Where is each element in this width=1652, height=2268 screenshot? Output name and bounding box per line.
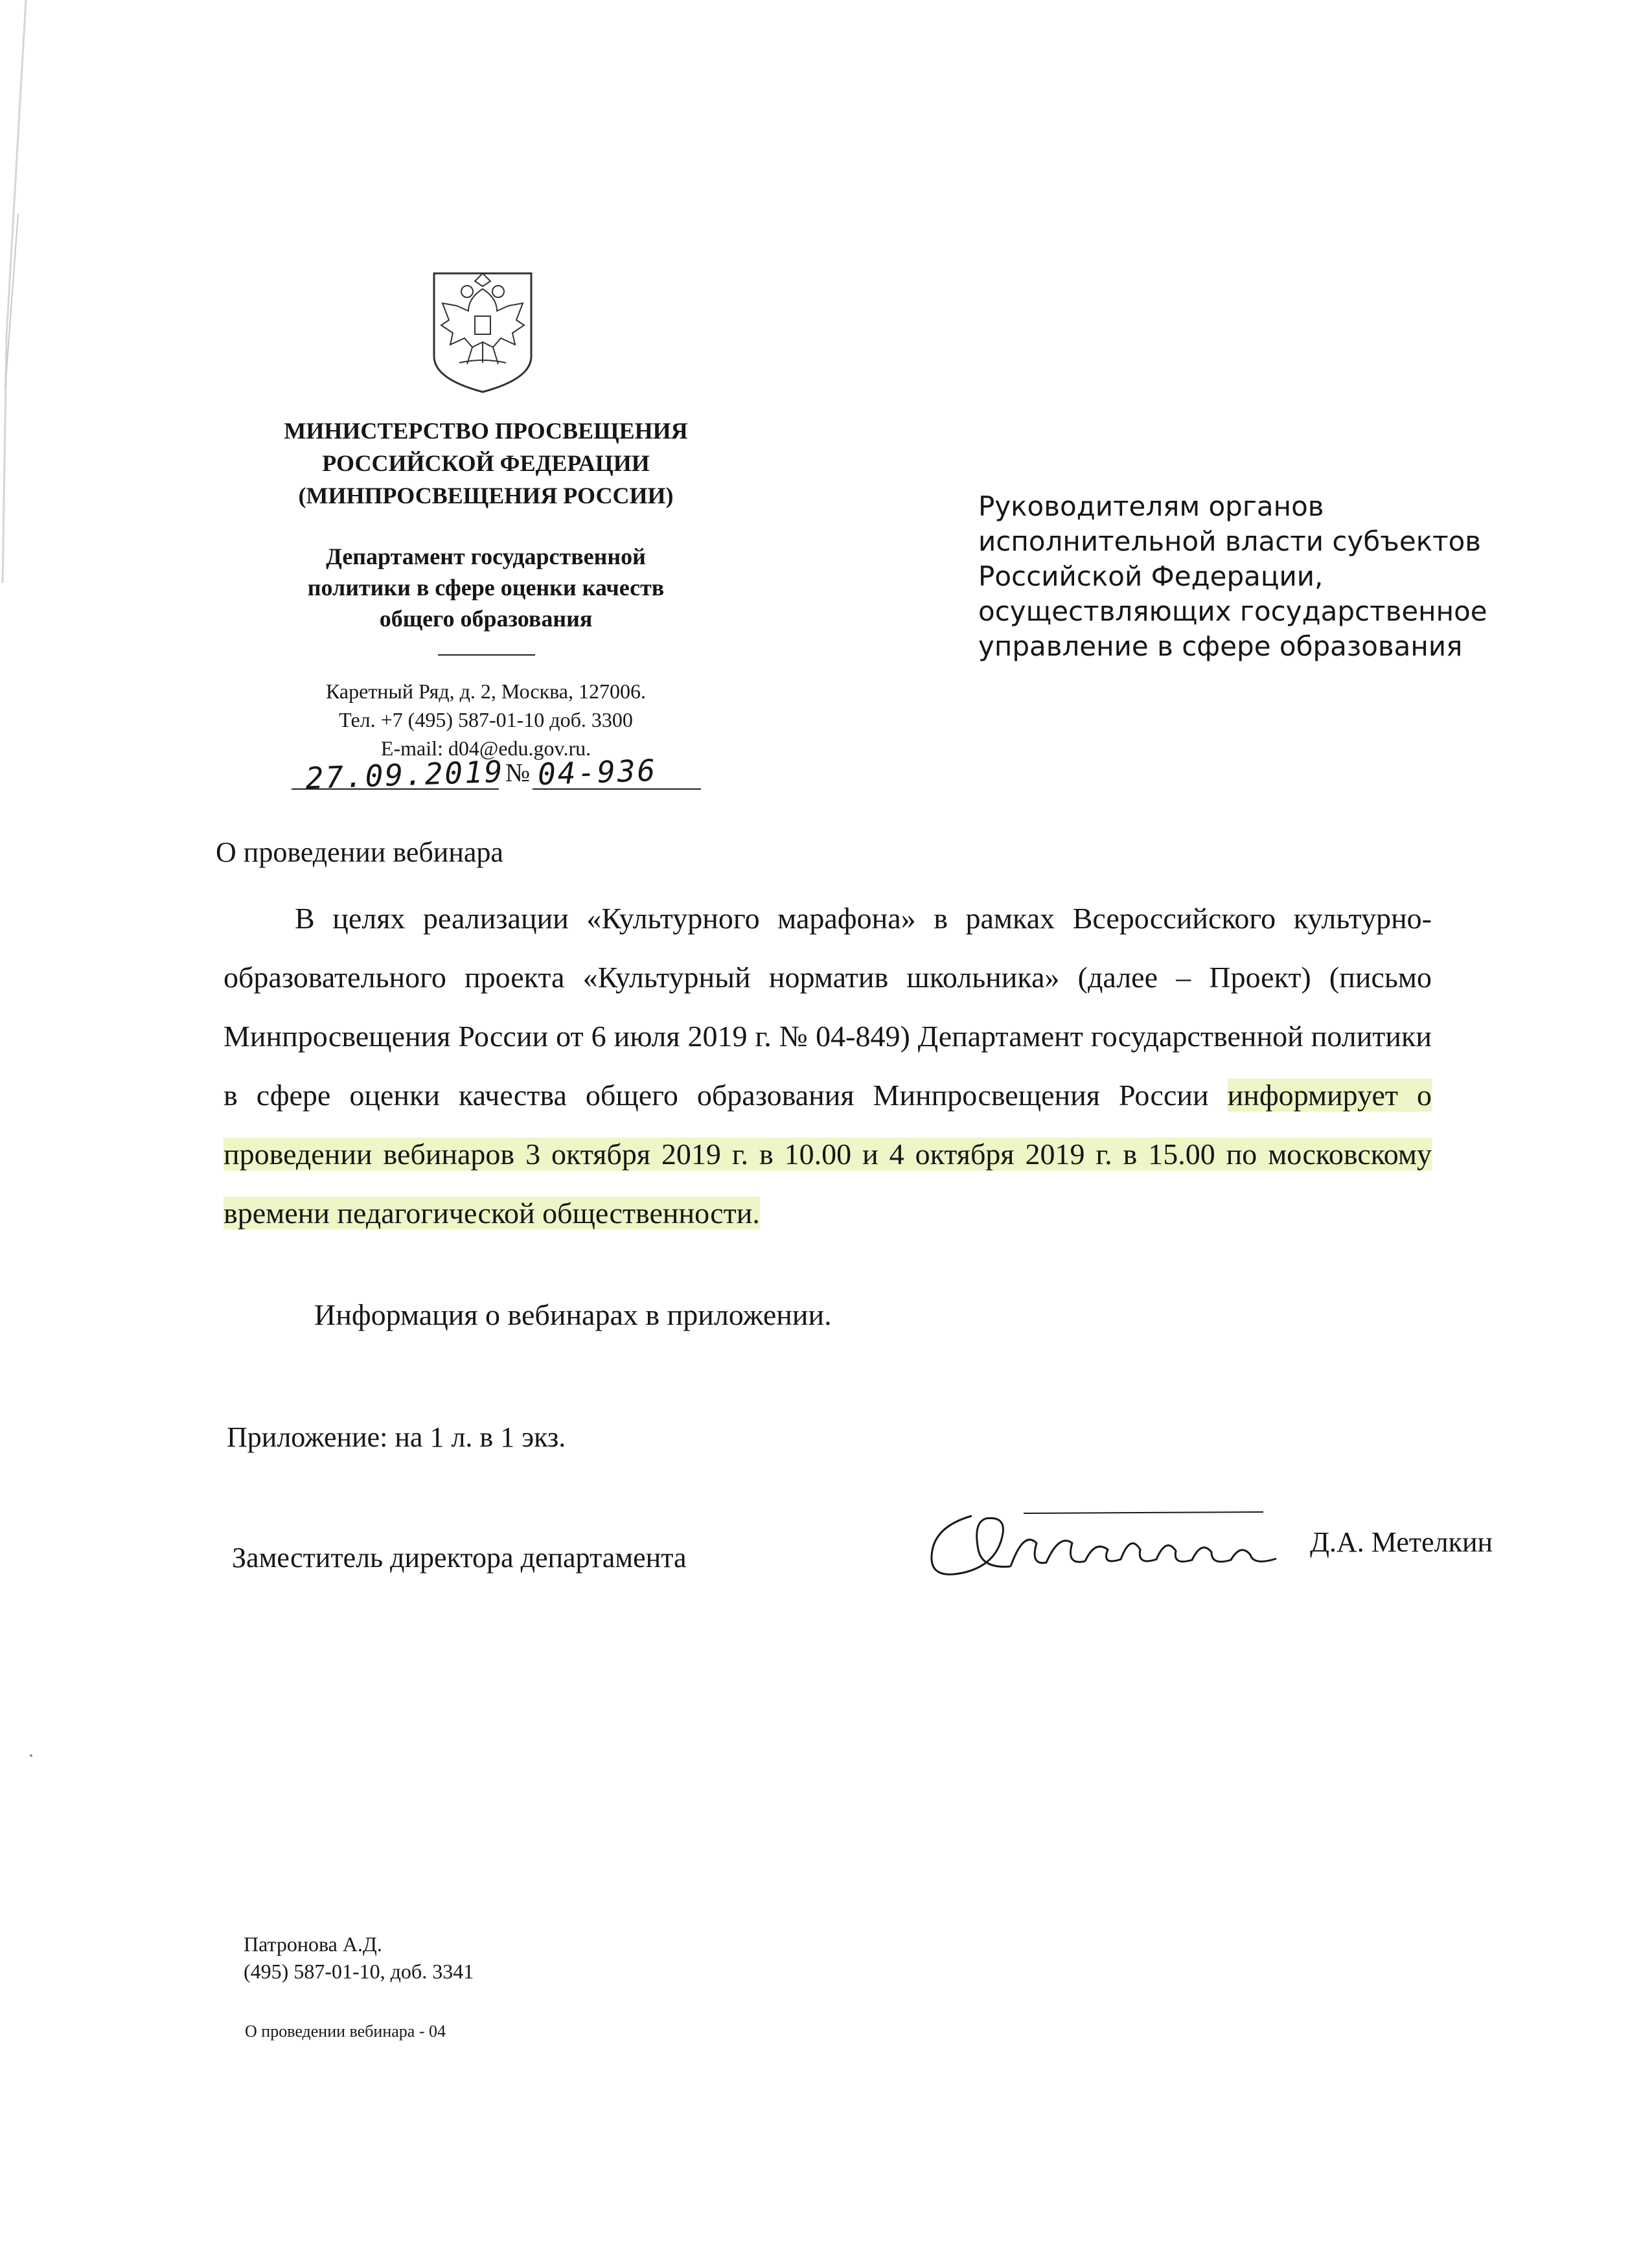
addressee-line: исполнительной власти субъектов xyxy=(978,525,1482,557)
ministry-name xyxy=(227,415,745,512)
paper-fold-mark xyxy=(0,0,39,583)
department-name xyxy=(227,541,745,634)
addressee-line: Российской Федерации, xyxy=(978,560,1324,592)
letter-body xyxy=(224,889,1432,1243)
registration-date: 27.09.2019 xyxy=(304,753,505,796)
date-underline xyxy=(292,788,499,790)
body-text: В целях реализации «Культурного марафона» в рамках Всероссийского культурно-образовательного проекта «Культурный норматив школьника» (далее – Проект) (письмо Минпросвещения России от 6 июля 2019 г. № 04-849) Департамент государственной политики в сфере оценки качества общего образования Минпросвещения России xyxy=(224,902,1432,1112)
appendix-note: Приложение: на 1 л. в 1 экз. xyxy=(227,1421,566,1453)
sender-email: E-mail: d04@edu.gov.ru. xyxy=(380,737,591,760)
info-sentence: Информация о вебинарах в приложении. xyxy=(314,1298,832,1331)
executor-name: Патронова А.Д. xyxy=(244,1932,382,1956)
signer-title: Заместитель директора департамента xyxy=(232,1542,687,1574)
handwritten-signature xyxy=(926,1504,1289,1588)
addressee-line: осуществляющих государственное xyxy=(978,595,1487,627)
addressee-line: Руководителям органов xyxy=(978,490,1324,522)
sender-address: Каретный Ряд, д. 2, Москва, 127006. xyxy=(325,680,646,703)
sender-contacts xyxy=(246,677,726,762)
document-footer: О проведении вебинара - 04 xyxy=(245,2022,446,2041)
ministry-name-line: (МИНПРОСВЕЩЕНИЯ РОССИИ) xyxy=(298,483,674,509)
addressee-block xyxy=(978,489,1561,664)
registration-line xyxy=(279,752,706,796)
coat-of-arms-icon xyxy=(418,266,547,395)
sender-phone: Тел. +7 (495) 587-01-10 доб. 3300 xyxy=(339,708,633,731)
ministry-name-line: МИНИСТЕРСТВО ПРОСВЕЩЕНИЯ xyxy=(284,418,688,444)
ministry-name-line: РОССИЙСКОЙ ФЕДЕРАЦИИ xyxy=(322,450,650,476)
letter-subject: О проведении вебинара xyxy=(216,836,503,868)
department-name-line: Департамент государственной xyxy=(326,544,646,569)
addressee-line: управление в сфере образования xyxy=(978,630,1463,662)
signer-name: Д.А. Метелкин xyxy=(1310,1526,1493,1558)
department-name-line: политики в сфере оценки качеств xyxy=(307,575,665,601)
header-divider xyxy=(438,654,535,656)
scan-speck xyxy=(30,1754,32,1757)
department-name-line: общего образования xyxy=(379,606,593,632)
number-underline xyxy=(533,788,701,790)
executor-phone: (495) 587-01-10, доб. 3341 xyxy=(244,1960,474,1983)
registration-number-label: № xyxy=(505,758,531,787)
highlighted-text: информирует о проведении вебинаров 3 октября 2019 г. в 10.00 и 4 октября 2019 г. в 15.00 по московскому времени педагогической общественности. xyxy=(224,1079,1432,1230)
registration-number: 04-936 xyxy=(537,752,658,792)
body-paragraph xyxy=(224,889,1432,1243)
